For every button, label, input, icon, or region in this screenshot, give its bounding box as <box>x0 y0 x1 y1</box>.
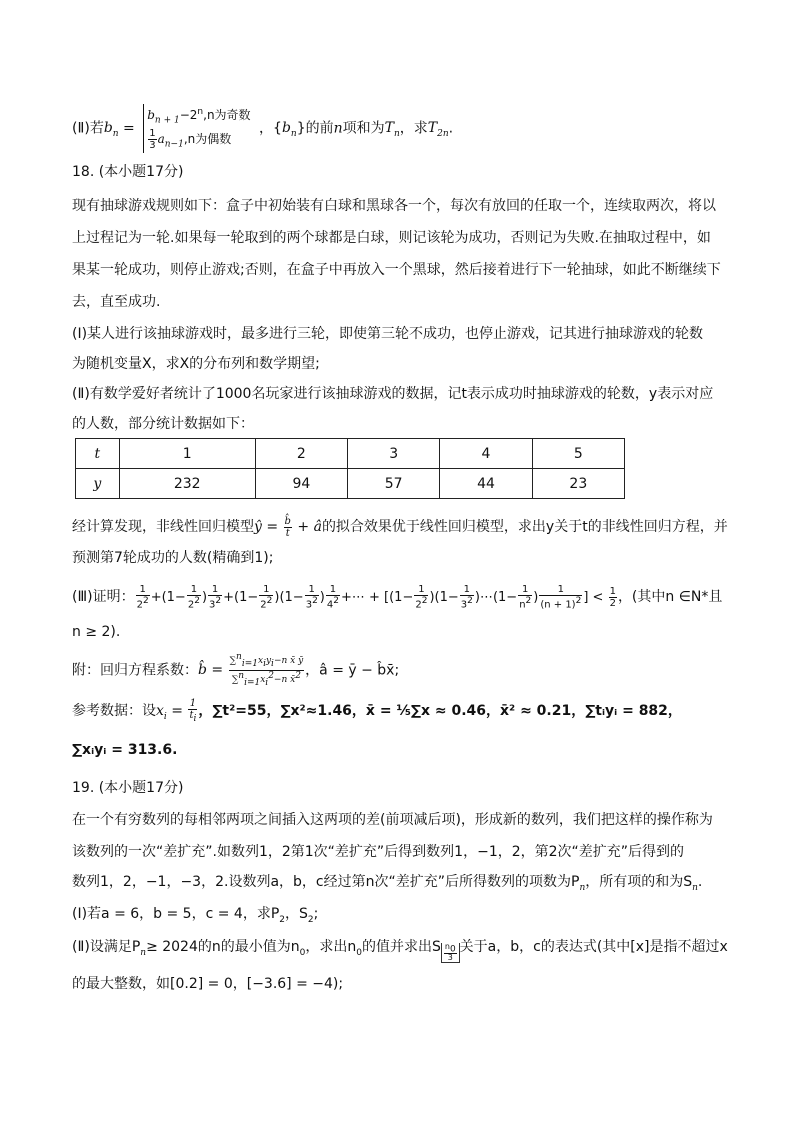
table-cell: 44 <box>440 469 532 499</box>
ref-values: ，∑t²=55，∑x²≈1.46，x̄ = ⅕∑x ≈ 0.46，x̄² ≈ 0.21，∑tᵢyᵢ = 882， <box>198 703 682 719</box>
q18-p2: 上过程记为一轮.如果每一轮取到的两个球都是白球，则记该轮为成功，否则记为失败.在抽取过程中，如 <box>72 230 711 246</box>
q19-p2: 该数列的一次“差扩充”.如数列1，2第1次“差扩充”后得到数列1，−1，2，第2次“差扩充”后得到的 <box>72 844 685 860</box>
q18-i2: 为随机变量X，求X的分布列和数学期望; <box>72 356 320 372</box>
table-cell: y <box>76 469 120 499</box>
table-cell: 2 <box>255 439 347 469</box>
q19-i1b-text: ，S <box>285 906 308 922</box>
table-cell: 4 <box>440 439 532 469</box>
proof-expression: $\frac{1}{2^2}$ +(1− $\frac{1}{2^2}$ ) $\frac{1}{3^2}$ +(1− $\frac{1}{2^2}$ )(1− $\frac{1}{3^2}$ ) $\frac{1}{4^2}$ +⋯ + [(1− $\frac{1}{2^2}$ )(1− $\frac{1}{3^2}$ )⋯(1− $\frac{1}{n^2}$ ) $\frac{1}{(n + 1)^2}$ ] < $\frac{1}{2}$ <box>136 584 616 611</box>
table-cell: 1 <box>119 439 255 469</box>
q18-p1: 现有抽球游戏规则如下：盒子中初始装有白球和黑球各一个，每次有放回的任取一个，连续取两次，将以 <box>72 198 716 214</box>
q18-p4: 去，直至成功. <box>72 294 161 310</box>
q19-ii1b-text: ≥ 2024的n的最小值为n <box>146 939 300 955</box>
ref-def: $x_i$ = $\frac{1}{t_i}$ <box>156 697 197 724</box>
q19-p3c-text: . <box>697 874 703 890</box>
bn-symbol: $b_n$ <box>103 120 119 140</box>
table-cell: 94 <box>255 469 347 499</box>
q19-p3-text: 数列1，2，−1，−3，2.设数列a，b，c经过第n次“差扩充”后所得数列的项数为P <box>72 874 580 890</box>
q17-prefix: (Ⅱ)若 <box>72 120 104 137</box>
table-cell: t <box>76 439 120 469</box>
q18-ii2: 的人数，部分统计数据如下： <box>72 416 254 432</box>
q19-ii1: (Ⅱ)设满足$P_n\ge 2024$的n的最小值为$n_0$，求出$n_0$的值并求出S $_{\frac{n_0}{3}}$ 关于a，b，c的表达式(其中[x]是指不超过x <box>72 939 728 963</box>
stats-table <box>75 438 625 499</box>
q17-suffix: ，$\{b_n\}$的前n项和为$T_n$，求$T_{2n}$. <box>259 120 454 140</box>
table-cell: 5 <box>532 439 624 469</box>
table-cell: 57 <box>348 469 440 499</box>
q18-ref-last: ∑xᵢyᵢ = 313.6. <box>72 742 178 758</box>
q18-iii-end: n ≥ 2). <box>72 624 121 640</box>
appendix-tail: ，â = ȳ − b̂x̄; <box>305 662 400 679</box>
q18-ii1: (Ⅱ)有数学爱好者统计了1000名玩家进行该抽球游戏的数据，记t表示成功时抽球游戏的轮数，y表示对应 <box>72 386 714 402</box>
q18-p3: 果某一轮成功，则停止游戏;否则，在盒子中再放入一个黑球，然后接着进行下一轮抽球，如此不断继续下 <box>72 262 721 278</box>
table-cell: 3 <box>348 439 440 469</box>
q19-header: 19. (本小题17分) <box>72 780 184 796</box>
fit-text-1: 经计算发现，非线性回归模型 <box>72 519 254 535</box>
q18-part3 <box>72 580 722 614</box>
q18-reference <box>72 696 682 726</box>
q19-ii2: 的最大整数，如[0.2] = 0，[−3.6] = −4); <box>72 976 344 992</box>
q19-ii1d-text: 的值并求出S <box>361 939 441 955</box>
case2-cond: ,n为偶数 <box>183 132 232 147</box>
model-formula: ŷ = $\frac{b̂}{t}$ + â <box>254 515 322 539</box>
q19-ii1e-text: 关于a，b，c的表达式(其中[x]是指不超过x <box>459 939 728 955</box>
q19-p3: 数列1，2，−1，−3，2.设数列a，b，c经过第n次“差扩充”后所得数列的项数为$P_n$，所有项的和为$S_n$. <box>72 874 703 893</box>
q19-i1c-text: ; <box>313 906 319 922</box>
q18-fit3: 预测第7轮成功的人数(精确到1); <box>72 550 274 566</box>
q18-appendix <box>72 652 399 686</box>
table-row-y <box>76 469 625 499</box>
iii-prefix: (Ⅲ)证明： <box>72 589 135 605</box>
q18-fit-line <box>72 512 728 542</box>
table-cell: 23 <box>532 469 624 499</box>
table-row-t <box>76 439 625 469</box>
q19-ii1c-text: ，求出n <box>305 939 357 955</box>
q18-i1: (Ⅰ)某人进行该抽球游戏时，最多进行三轮，即使第三轮不成功，也停止游戏，记其进行抽球游戏的轮数 <box>72 326 704 342</box>
iii-suffix: ，(其中n ∈N*且 <box>617 589 723 605</box>
fit-text-2: 的拟合效果优于线性回归模型，求出y关于t的非线性回归方程，并 <box>321 519 728 535</box>
q19-i1-text: (Ⅰ)若a = 6，b = 5，c = 4，求P <box>72 906 280 922</box>
q19-p1: 在一个有穷数列的每相邻两项之间插入这两项的差(前项减后项)，形成新的数列，我们把这样的操作称为 <box>72 812 713 828</box>
case1-cond: ,n为奇数 <box>203 108 251 122</box>
table-cell: 232 <box>119 469 255 499</box>
q19-ii1-text: (Ⅱ)设满足P <box>72 939 141 955</box>
piecewise-def: $b_{n + 1}-2^n,n$为奇数 $\frac{1}{3}$ $a_{n-1},n$为偶数 <box>143 104 250 153</box>
q19-i1: (Ⅰ)若a = 6，b = 5，c = 4，求$P_2$，$S_2$; <box>72 906 319 925</box>
appendix-label: 附：回归方程系数： <box>72 662 198 679</box>
ref-label: 参考数据：设 <box>72 703 156 719</box>
q17-part2: (Ⅱ)若$b_n$ = $b_{n + 1}-2^n,n$为奇数 $\frac{1}{3}$ $a_{n-1},n$为偶数 ，$\{b_n\}$的前n项和为$T_n$，求$T_{2n}$. <box>72 104 453 144</box>
regression-formula: b̂ = $\frac{\sum^n_{i=1}x_iy_i-n x̄ ȳ}{\sum^n_{i=1}x_i^2-n x̄^2}$ <box>198 652 304 688</box>
q19-p3b-text: ，所有项的和为S <box>585 874 693 890</box>
q18-header: 18. (本小题17分) <box>72 164 184 180</box>
